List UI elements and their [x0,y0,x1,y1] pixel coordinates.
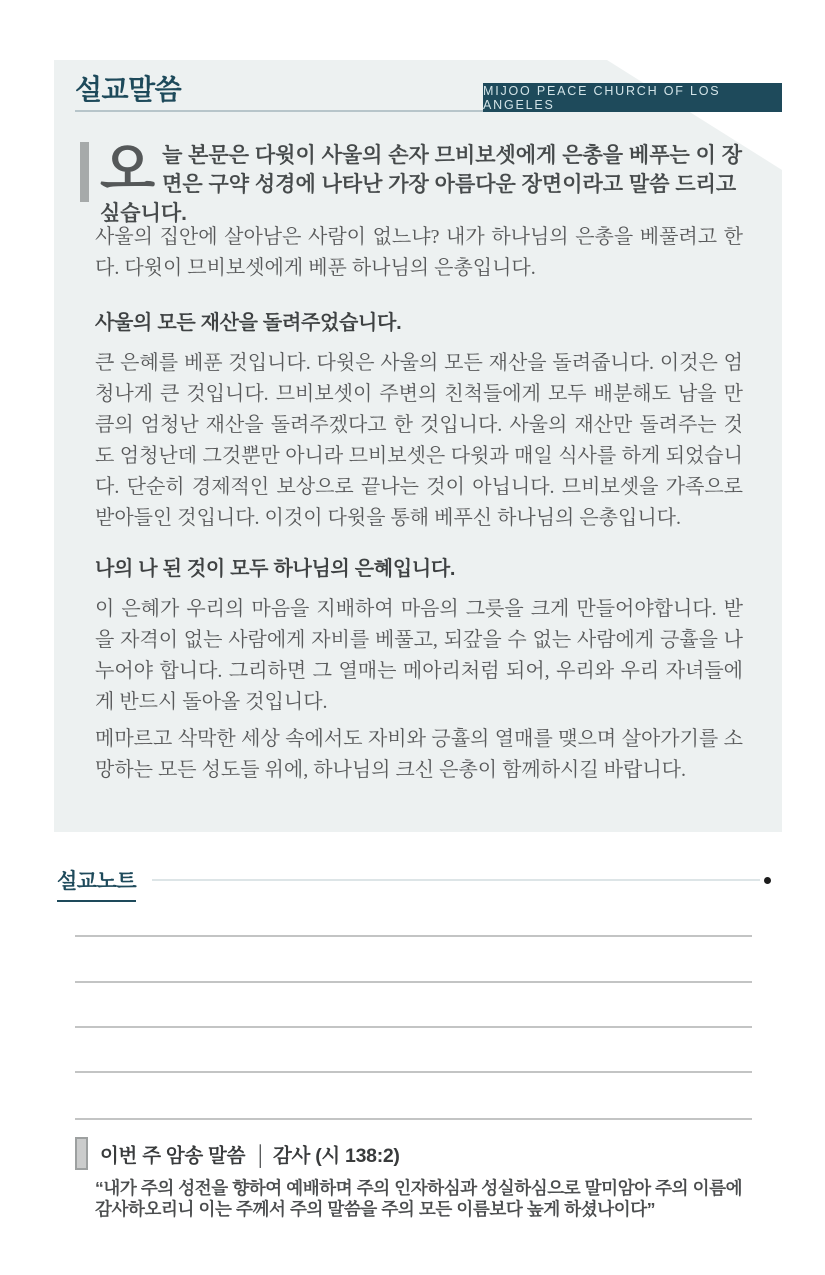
intro-text: 늘 본문은 다윗이 사울의 손자 므비보셋에게 은총을 베푸는 이 장면은 구약 성경에 나타난 가장 아름다운 장면이라고 말씀 드리고 싶습니다. [100,144,743,225]
sermon-paragraph-4: 메마르고 삭막한 세상 속에서도 자비와 긍휼의 열매를 맺으며 살아가기를 소망하는 모든 성도들 위에, 하나님의 크신 은총이 함께하시길 바랍니다. [95,728,743,781]
intro-accent-bar [80,142,89,202]
note-ruled-line [75,981,752,983]
memory-verse-text: “내가 주의 성전을 향하여 예배하며 주의 인자하심과 성실하심으로 말미암아 주의 이름에 감사하오리니 이는 주께서 주의 말씀을 주의 모든 이름보다 높게 하셨나이다” [95,1178,743,1219]
note-ruled-line [75,935,752,937]
notes-divider-line [152,879,760,881]
sermon-paragraph-2: 큰 은혜를 베푼 것입니다. 다윗은 사울의 모든 재산을 돌려줍니다. 이것은 엄청나게 큰 것입니다. 므비보셋이 주변의 친척들에게 모두 배분해도 남을 만큼의 엄청난 재산을 돌려주겠다고 한 것입니다. 사울의 재산만 돌려주는 것도 엄청난데 그것뿐만 아니라 므비보셋은 다윗과 매일 식사를 하게 되었습니다. 단순히 경제적인 보상으로 끝나는 것이 아닙니다. 므비보셋을 가족으로 받아들인 것입니다. 이것이 다윗을 통해 베푸신 하나님의 은총입니다. [95,352,743,529]
sermon-heading-1: 사울의 모든 재산을 돌려주었습니다. [95,312,402,334]
dropcap: 오 [100,138,156,202]
page-title: 설교말씀 [75,74,182,105]
memory-verse-separator: │ [255,1145,268,1167]
church-name-banner: MIJOO PEACE CHURCH OF LOS ANGELES [483,83,782,112]
title-underline [75,110,483,112]
sermon-paragraph-1: 사울의 집안에 살아남은 사람이 없느냐? 내가 하나님의 은총을 베풀려고 한다. 다윗이 므비보셋에게 베푼 하나님의 은총입니다. [95,226,743,279]
sermon-intro [100,138,743,228]
note-ruled-line [75,1118,752,1120]
memory-verse-title [100,1140,740,1168]
sermon-paragraph-3: 이 은혜가 우리의 마음을 지배하여 마음의 그릇을 크게 만들어야합니다. 받을 자격이 없는 사람에게 자비를 베풀고, 되갚을 수 없는 사람에게 긍휼을 나누어야 합니다. 그리하면 그 열매는 메아리처럼 되어, 우리와 우리 자녀들에게 반드시 돌아올 것입니다. [95,598,743,713]
note-ruled-line [75,1026,752,1028]
memory-verse-label: 이번 주 암송 말씀 [100,1145,246,1167]
notes-divider-dot [764,877,771,884]
memory-verse-accent-bar [75,1137,88,1170]
notes-section-title: 설교노트 [57,865,136,902]
sermon-heading-2: 나의 나 된 것이 모두 하나님의 은혜입니다. [95,558,456,580]
note-ruled-line [75,1071,752,1073]
memory-verse-reference: 감사 (시 138:2) [273,1145,400,1167]
